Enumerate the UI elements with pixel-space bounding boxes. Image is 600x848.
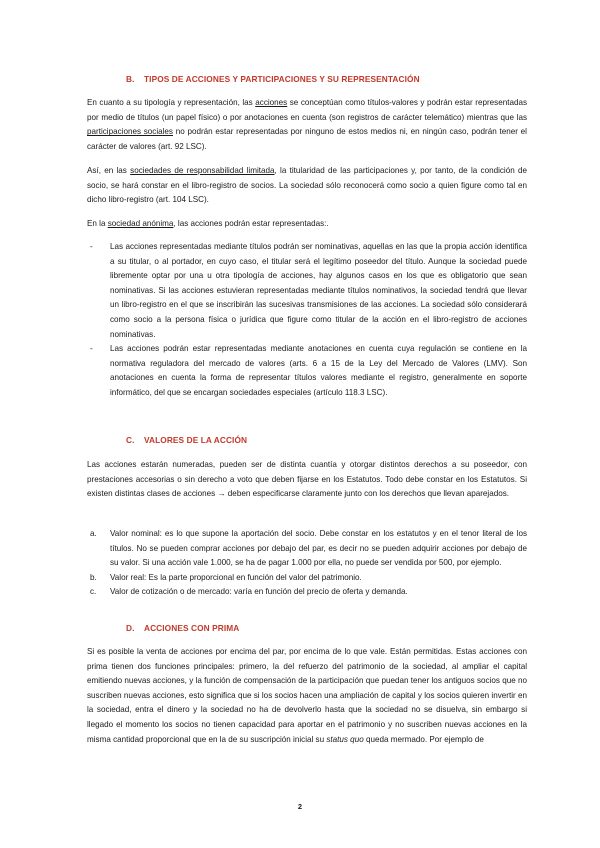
term-srl: sociedades de responsabilidad limitada (130, 166, 275, 175)
bullet-marker: - (90, 344, 93, 354)
section-b-heading (126, 74, 420, 84)
section-d-letter: D. (126, 623, 135, 633)
section-b-paragraph-2: Así, en las sociedades de responsabilidad limitada, la titularidad de las participaciones y, por tanto, de la condición de socio, se hará constar en el libro-registro de socios. La sociedad sólo reconocerá como socio a quien figure como tal en dicho libro-registro (art. 104 LSC). (87, 166, 527, 205)
item-marker: a. (90, 529, 97, 538)
list-item: b. Valor real: Es la parte proporcional en función del valor del patrimonio. (87, 571, 527, 586)
term-status-quo: status quo (326, 734, 364, 744)
section-c-letter: C. (126, 435, 135, 445)
term-participaciones-sociales: participaciones sociales (87, 127, 173, 137)
bullet-marker: - (90, 242, 93, 251)
section-c-paragraph-1: Las acciones estarán numeradas, pueden ser de distinta cuantía y otorgar distintos derechos a su poseedor, con prestaciones accesorias o sin derecho a voto que deben fijarse en los Estatutos. Todo debe constar en los Estatutos. Si existen distintas clases de acciones → deben especificarse claramente junto con los derechos que llevan aparejados. (87, 460, 527, 499)
section-b-paragraph-1: En cuanto a su tipología y representación, las acciones se conceptúan como títulos-valores y podrán estar representadas por medio de títulos (un papel físico) o por anotaciones en cuenta (son registros de carácter telemático) mientras que las participaciones sociales no podrán estar representadas por ninguno de estos medios ni, en ningún caso, podrán tener el carácter de valores (art. 92 LSC). (87, 98, 527, 151)
section-d-paragraph-1: Si es posible la venta de acciones por encima del par, por encima de lo que vale. Están permitidas. Estas acciones con prima tienen dos funciones principales: primero, la del refuerzo del patrimonio de la sociedad, al ampliar el capital emitiendo nuevas acciones, y la función de compensación de la participación que puedan tener los antiguos socios que no suscriben nuevas acciones, esto significa que si los socios hacen una ampliación de capital y los socios quieren invertir en la sociedad, entra el dinero y la sociedad no ha de devolverlo hasta que la sociedad no se disuelva, sin embargo si llegado el momento los socios no tienen capacidad para aportar en el patrimonio y no suscriben nuevas acciones en la misma cantidad proporcional que en la de su suscripción inicial su status quo queda mermado. Por ejemplo de (87, 647, 527, 744)
section-b-letter: B. (126, 74, 135, 84)
list-item: c. Valor de cotización o de mercado: varía en función del precio de oferta y demanda. (87, 585, 527, 600)
term-acciones: acciones (255, 98, 288, 107)
section-b-title: TIPOS DE ACCIONES Y PARTICIPACIONES Y SU REPRESENTACIÓN (144, 74, 420, 84)
section-c-title: VALORES DE LA ACCIÓN (144, 435, 248, 445)
section-b-bullet-list (87, 240, 527, 401)
list-item: - Las acciones podrán estar representadas mediante anotaciones en cuenta cuya regulación se contiene en la normativa reguladora del mercado de valores (arts. 6 a 15 de la Ley del Mercado de Valores (LMV). Son anotaciones en cuenta la forma de representar títulos valores mediante el registro, generalmente en soporte informático, del que se encargan sociedades especiales (artículo 118.3 LSC). (90, 344, 527, 397)
item-marker: b. (90, 572, 97, 582)
list-item: - Las acciones representadas mediante títulos podrán ser nominativas, aquellas en las que la propia acción identifica a su titular, o al portador, en cuyo caso, el titular será el legítimo poseedor del título. Aunque la sociedad puede libremente optar por una u otra tipología de acciones, hay algunos casos en los que es obligatorio que sean nominativas. Si las acciones estuvieran representadas mediante títulos nominativos, la sociedad tendrá que llevar un libro-registro en el que se inscribirán las sucesivas transmisiones de las acciones. La sociedad sólo considerará como socio a la persona física o jurídica que figure como titular de la acción en el libro-registro de acciones nominativas. (90, 242, 527, 339)
list-item: a. Valor nominal: es lo que supone la aportación del socio. Debe constar en los estatutos y en el tenor literal de los títulos. No se pueden comprar acciones por debajo del par, es decir no se pueden adquirir acciones por debajo de su valor. Si una acción vale 1.000, se ha de pagar 1.000 por ella, no puede ser vendida por 500, por ejemplo. (90, 529, 527, 568)
section-c-heading (126, 435, 247, 445)
section-b-paragraph-3: En la sociedad anónima, las acciones podrán estar representadas:. (87, 219, 329, 228)
section-d-heading (126, 623, 239, 633)
section-c-value-list (87, 527, 527, 600)
page-number: 2 (297, 802, 303, 811)
term-sociedad-anonima: sociedad anónima (107, 219, 174, 228)
item-marker: c. (90, 587, 97, 597)
section-d-title: ACCIONES CON PRIMA (144, 623, 240, 633)
